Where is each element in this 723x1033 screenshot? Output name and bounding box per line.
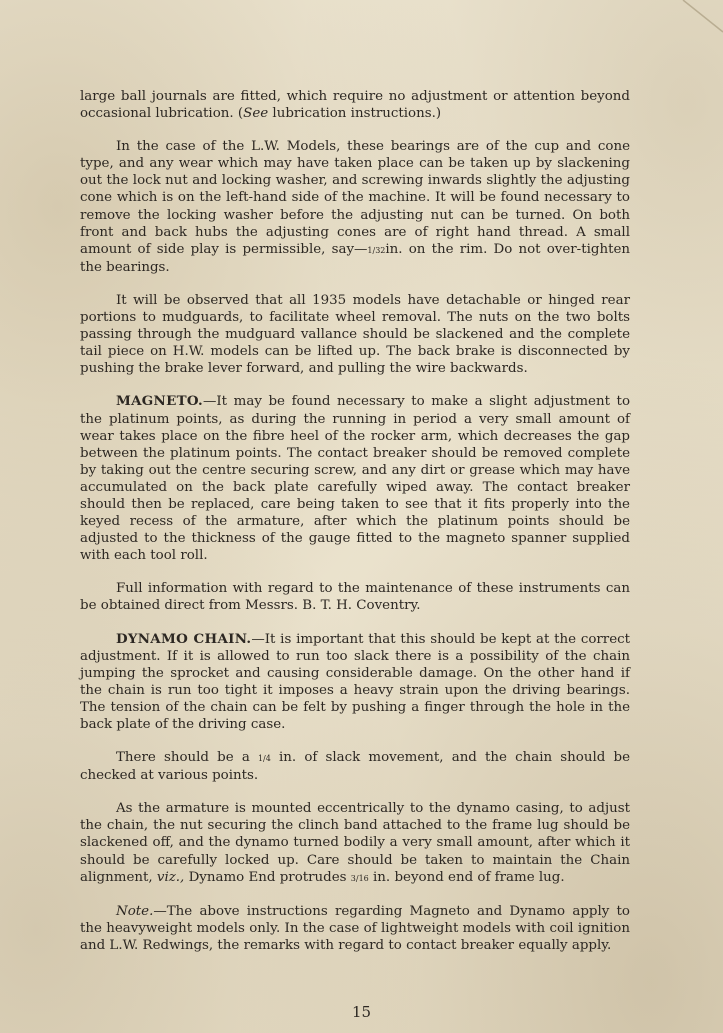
paragraph-armature — [80, 800, 630, 886]
text: —It is important that this should be kept at the correct adjustment. If it is allowed to run too slack there is a possibility of the chain jumping the sprocket and causing considerable damage. On the other hand if the chain is run too tight it imposes a heavy strain upon the driving bearings. The tension of the chain can be felt by pushing a finger through the hole in the back plate of the driving case. — [80, 631, 630, 732]
text: As the armature is mounted eccentrically to the dynamo casing, to adjust the chain, the nut securing the clinch band attached to the frame lug should be slackened off, and the dynamo turned bodily a very small amount, after which it should be carefully locked up. Care should be taken to maintain the Chain alignment, — [80, 801, 630, 885]
paragraph-dynamo-chain — [80, 631, 630, 734]
text: in. of slack movement, and the chain should be checked at various points. — [80, 750, 630, 784]
text: —The above instructions regarding Magneto and Dynamo apply to the heavyweight models only. In the case of lightweight models with coil ignition and L.W. Redwings, the remarks with regard to contact breaker equally apply. — [80, 903, 630, 953]
fraction: 1/4 — [257, 754, 271, 764]
text: Full information with regard to the maintenance of these instruments can be obtained direct from Messrs. B. T. H. Coventry. — [80, 581, 630, 614]
fraction: 3/16 — [350, 873, 369, 883]
section-heading-magneto: MAGNETO. — [116, 393, 203, 410]
text: In the case of the L.W. Models, these bearings are of the cup and cone type, and any wear which may have taken place can be taken up by slackening out the lock nut and locking washer, and screwing inwards slightly the adjusting cone which is on the left-hand side of the machine. It will be found necessary to remove the locking washer before the adjusting nut can be turned. On both front and back hubs the adjusting cones are of right hand thread. A small amount of side play is permissible, say— — [80, 139, 630, 257]
text: It will be observed that all 1935 models have detachable or hinged rear portions to mudguards, to facilitate wheel removal. The nuts on the two bolts passing through the mudguard vallance should be slackened and the complete tail piece on H.W. models can be lifted up. The back brake is disconnected by pushing the brake lever forward, and pulling the wire backwards. — [80, 292, 630, 377]
manual-page-body — [80, 88, 630, 970]
text-italic-viz: viz., — [156, 869, 185, 885]
section-heading-dynamo-chain: DYNAMO CHAIN. — [116, 630, 252, 647]
text: Dynamo End protrudes — [184, 869, 351, 885]
text-italic-see: See — [243, 106, 269, 122]
text: large ball journals are fitted, which require no adjustment or attention beyond occasional lubrication. ( — [80, 89, 630, 122]
text: in. beyond end of frame lug. — [368, 869, 565, 885]
note-label: Note. — [116, 903, 154, 919]
paragraph-bth — [80, 580, 630, 614]
page-number: 15 — [351, 1003, 372, 1021]
page-corner-crease — [663, 0, 723, 40]
text: There should be a — [116, 750, 258, 766]
paragraph-mudguards — [80, 292, 630, 377]
text: in. on the rim. Do not over-tighten the bearings. — [80, 241, 631, 275]
paragraph-ball-journals — [80, 88, 630, 122]
paragraph-magneto — [80, 393, 630, 564]
paragraph-slack — [80, 749, 630, 784]
text: —It may be found necessary to make a slight adjustment to the platinum points, as during the running in period a very small amount of wear takes place on the fibre heel of the rocker arm, which decreases the gap between the platinum points. The contact breaker should be removed complete by taking out the centre securing screw, and any dirt or grease which may have accumulated on the back plate carefully wiped away. The contact breaker should then be replaced, care being taken to see that it fits properly into the keyed recess of the armature, after which the platinum points should be adjusted to the thickness of the gauge fitted to the magneto spanner supplied with each tool roll. — [80, 394, 630, 564]
fraction: 1/32 — [367, 245, 386, 255]
paragraph-lw-bearings — [80, 138, 630, 276]
text: lubrication instructions.) — [268, 106, 442, 122]
paragraph-note — [80, 903, 630, 954]
